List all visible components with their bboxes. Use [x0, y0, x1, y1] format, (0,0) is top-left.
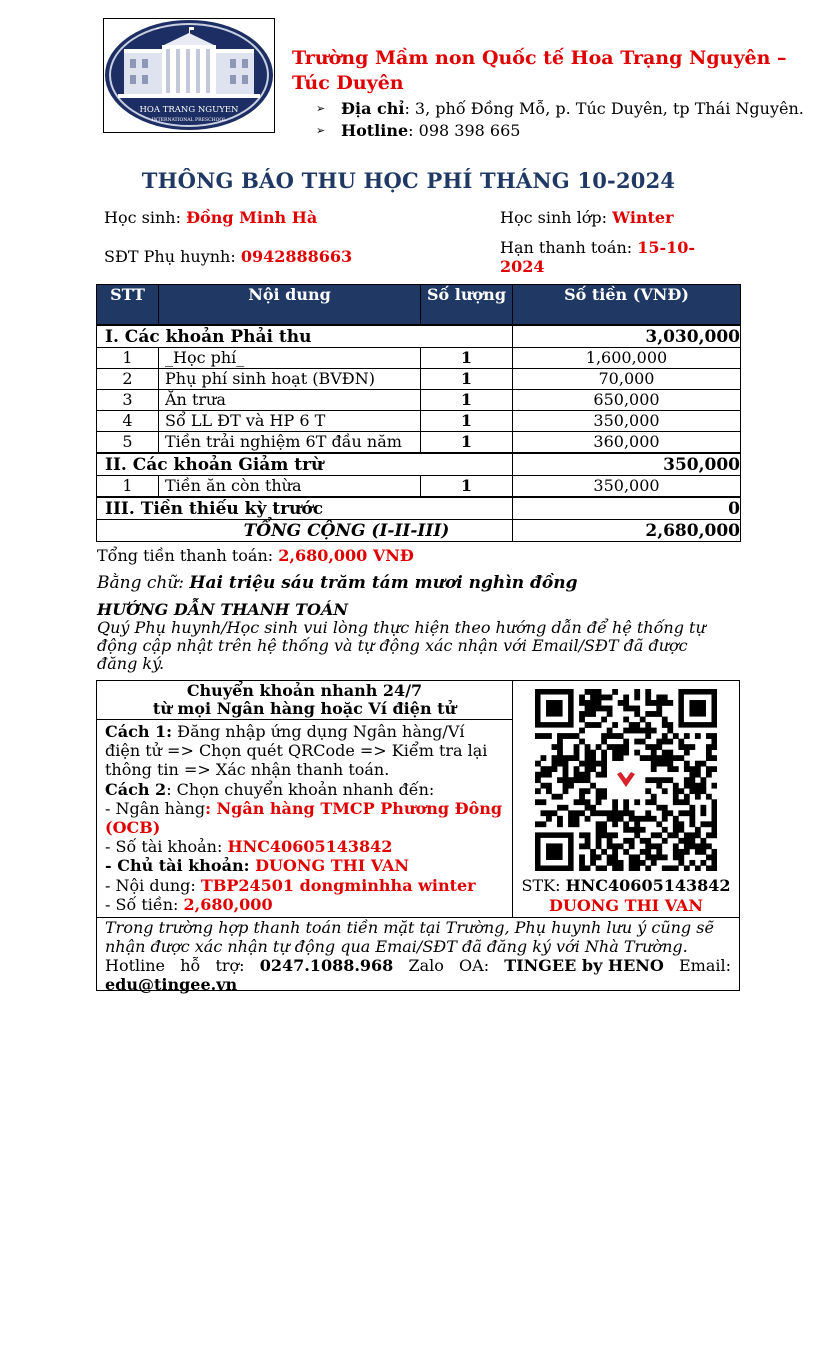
owner-line — [105, 856, 504, 875]
table-header-row — [97, 285, 741, 326]
support-word: OA: — [459, 956, 490, 975]
student-class-value: Winter — [612, 208, 674, 227]
support-hotline: 0247.1088.968 — [259, 956, 394, 975]
step1-label: Cách 1: — [105, 722, 173, 741]
row-amount: 350,000 — [513, 476, 741, 498]
row-stt: 2 — [97, 369, 159, 390]
row-stt: 1 — [97, 476, 159, 498]
account-value: HNC40605143842 — [227, 837, 393, 857]
col-header-content: Nội dung — [159, 285, 421, 326]
row-qty: 1 — [421, 348, 513, 369]
cash-note-text: Trong trường hợp thanh toán tiền mặt tại Trường, Phụ huynh lưu ý cũng sẽ nhận được xác nhận tự động qua Emai/SĐT đã đăng ký với Nhà Trường. — [105, 918, 714, 956]
step2-label: Cách 2 — [105, 779, 167, 799]
content-line — [105, 876, 504, 895]
section-receivables-row — [97, 325, 741, 348]
address-label: Địa chỉ — [341, 99, 405, 118]
section-previous-debt-row — [97, 497, 741, 520]
school-header — [292, 46, 802, 142]
table-row — [97, 348, 741, 369]
row-qty: 1 — [421, 390, 513, 411]
bank-value: : Ngân hàng TMCP Phương Đông (OCB) — [105, 798, 503, 838]
student-class-label: Học sinh lớp: — [500, 208, 608, 227]
col-header-amount: Số tiền (VNĐ) — [513, 285, 741, 326]
qr-account-info — [513, 876, 739, 916]
row-stt: 1 — [97, 348, 159, 369]
school-logo — [103, 18, 275, 133]
stk-value: HNC40605143842 — [565, 876, 731, 895]
support-email[interactable]: edu@tingee.vn — [105, 975, 238, 994]
table-row — [97, 476, 741, 498]
support-word: hỗ — [180, 956, 201, 975]
page-title: THÔNG BÁO THU HỌC PHÍ THÁNG 10-2024 — [141, 168, 676, 193]
amount-in-words-line — [97, 573, 577, 593]
owner-label: - Chủ tài khoản: — [105, 856, 256, 876]
section-amount: 0 — [513, 497, 741, 520]
row-stt: 4 — [97, 411, 159, 432]
qr-code-icon[interactable] — [535, 689, 717, 871]
transfer-steps — [97, 720, 513, 918]
transfer-header-line2: từ mọi Ngân hàng hoặc Ví điện tử — [152, 699, 457, 718]
account-line — [105, 837, 504, 856]
amount-line — [105, 895, 504, 914]
row-qty: 1 — [421, 476, 513, 498]
section-deductions-row — [97, 453, 741, 476]
step2 — [105, 780, 504, 799]
support-word: Hotline — [105, 956, 166, 975]
row-amount: 360,000 — [513, 432, 741, 454]
transfer-header — [97, 681, 513, 720]
bank-label: - Ngân hàng — [105, 798, 206, 818]
bank-line — [105, 799, 504, 837]
row-amount: 70,000 — [513, 369, 741, 390]
grand-total-amount: 2,680,000 — [513, 520, 741, 542]
row-amount: 350,000 — [513, 411, 741, 432]
support-word: Email: — [678, 956, 731, 975]
total-payment-line — [97, 546, 414, 565]
content-value: TBP24501 dongminhha winter — [200, 875, 476, 895]
step1-text: Đăng nhập ứng dụng Ngân hàng/Ví điện tử => Chọn quét QRCode => Kiểm tra lại thông tin => Xác nhận thanh toán. — [105, 722, 488, 780]
row-content: Tiền ăn còn thừa — [159, 476, 421, 498]
row-stt: 5 — [97, 432, 159, 454]
stk-owner: DUONG THI VAN — [549, 896, 703, 915]
transfer-header-line1: Chuyển khoản nhanh 24/7 — [186, 681, 423, 700]
row-content: Sổ LL ĐT và HP 6 T — [159, 411, 421, 432]
deadline-value: 15-10-2024 — [500, 238, 696, 276]
total-payment-value: 2,680,000 VNĐ — [278, 546, 414, 565]
payment-guide-title: HƯỚNG DẪN THANH TOÁN — [97, 600, 348, 619]
col-header-qty: Số lượng — [421, 285, 513, 326]
arrowhead-bullet-icon: ➢ — [316, 124, 326, 137]
section-amount: 350,000 — [513, 453, 741, 476]
support-word: trợ: — [215, 956, 245, 975]
grand-total-row — [97, 520, 741, 542]
payment-guide-text: Quý Phụ huynh/Học sinh vui lòng thực hiện theo hướng dẫn để hệ thống tự động cập nhật trên hệ thống và tự động xác nhận với Email/SĐT đã được đăng ký. — [97, 618, 706, 673]
section-label: III. Tiền thiếu kỳ trước — [97, 497, 513, 520]
parent-phone-field — [104, 247, 352, 266]
support-line — [105, 956, 731, 975]
row-stt: 3 — [97, 390, 159, 411]
fee-table — [96, 284, 741, 542]
hotline-line — [316, 120, 802, 142]
student-name-field — [104, 208, 317, 227]
amount-in-words-value: Hai triệu sáu trăm tám mươi nghìn đồng — [189, 573, 578, 593]
row-qty: 1 — [421, 411, 513, 432]
school-name: Trường Mầm non Quốc tế Hoa Trạng Nguyên – Túc Duyên — [292, 47, 787, 94]
amount-label: - Số tiền: — [105, 894, 184, 914]
section-label: II. Các khoản Giảm trừ — [97, 453, 513, 476]
section-amount: 3,030,000 — [513, 325, 741, 348]
grand-total-label: TỔNG CỘNG (I-II-III) — [97, 520, 513, 542]
logo-text-line2: INTERNATIONAL PRESCHOOL — [151, 118, 227, 123]
student-class-field — [500, 208, 674, 227]
row-content: Ăn trưa — [159, 390, 421, 411]
row-content: Tiền trải nghiệm 6T đầu năm — [159, 432, 421, 454]
table-row — [97, 369, 741, 390]
amount-value: 2,680,000 — [183, 894, 273, 914]
stk-label: STK: — [521, 876, 566, 895]
col-header-stt: STT — [97, 285, 159, 326]
address-line — [316, 98, 802, 120]
deadline-field — [500, 238, 710, 276]
row-qty: 1 — [421, 432, 513, 454]
step1 — [105, 722, 504, 780]
row-qty: 1 — [421, 369, 513, 390]
step2-text: : Chọn chuyển khoản nhanh đến: — [166, 779, 435, 799]
hotline-label: Hotline — [341, 121, 409, 140]
amount-in-words-label: Bằng chữ: — [97, 573, 185, 593]
table-row — [97, 432, 741, 454]
cash-payment-note — [97, 917, 739, 994]
deadline-label: Hạn thanh toán: — [500, 238, 633, 257]
arrowhead-bullet-icon: ➢ — [316, 102, 326, 115]
parent-phone-label: SĐT Phụ huynh: — [104, 247, 236, 266]
content-label: - Nội dung: — [105, 875, 201, 895]
row-amount: 1,600,000 — [513, 348, 741, 369]
parent-phone-value: 0942888663 — [240, 247, 353, 266]
qr-cell — [513, 681, 739, 918]
owner-value: DUONG THI VAN — [255, 856, 409, 876]
row-content: _Học phí_ — [159, 348, 421, 369]
row-content: Phụ phí sinh hoạt (BVĐN) — [159, 369, 421, 390]
student-name-value: Đồng Minh Hà — [186, 208, 318, 227]
hotline-value: : 098 398 665 — [408, 121, 521, 140]
row-amount: 650,000 — [513, 390, 741, 411]
table-row — [97, 390, 741, 411]
logo-text-line1: HOA TRANG NGUYEN — [139, 105, 239, 115]
address-value: : 3, phố Đồng Mỗ, p. Túc Duyên, tp Thái Nguyên. — [404, 99, 804, 118]
table-row — [97, 411, 741, 432]
school-contact-list — [316, 98, 802, 142]
support-word: Zalo — [408, 956, 444, 975]
section-label: I. Các khoản Phải thu — [97, 325, 513, 348]
student-name-label: Học sinh: — [104, 208, 181, 227]
account-label: - Số tài khoản: — [105, 837, 228, 857]
payment-instructions-box — [96, 680, 740, 994]
total-payment-label: Tổng tiền thanh toán: — [97, 546, 274, 565]
support-zalo: TINGEE by HENO — [504, 956, 664, 975]
